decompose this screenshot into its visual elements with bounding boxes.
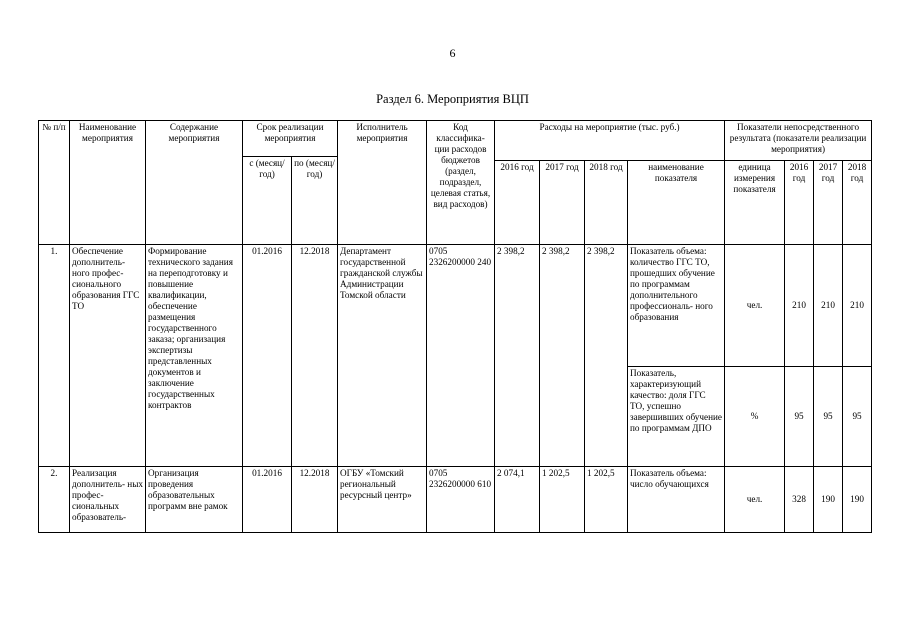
section-title: Раздел 6. Мероприятия ВЦП	[376, 92, 529, 106]
indicator-value-2016: 328	[785, 467, 814, 533]
table-row	[39, 245, 872, 367]
header-period-to: по (месяц/ год)	[292, 157, 338, 245]
header-ind-year-2016: 2016 год	[785, 161, 814, 245]
row-expense-2016: 2 074,1	[495, 467, 540, 533]
row-executor: ОГБУ «Томский региональный ресурсный центр»	[338, 467, 427, 533]
header-code: Код классифика- ции расходов бюджетов (раздел, подраздел, целевая статья, вид расходов)	[427, 121, 495, 245]
indicator-value-2018: 95	[843, 367, 872, 467]
indicator-value-2016: 210	[785, 245, 814, 367]
indicator-name: Показатель объема: количество ГГС ТО, прошедших обучение по программам дополнительного профессиональ- ного образования	[628, 245, 725, 367]
header-name: Наименование мероприятия	[70, 121, 146, 245]
indicator-name: Показатель объема: число обучающихся	[628, 467, 725, 533]
row-num: 1.	[39, 245, 70, 467]
table-row	[39, 467, 872, 533]
header-year-2016: 2016 год	[495, 161, 540, 245]
indicator-value-2017: 190	[814, 467, 843, 533]
header-content: Содержание мероприятия	[146, 121, 243, 245]
row-from: 01.2016	[243, 467, 292, 533]
row-expense-2018: 2 398,2	[585, 245, 628, 467]
header-period-from: с (месяц/ год)	[243, 157, 292, 245]
header-year-2017: 2017 год	[540, 161, 585, 245]
indicator-value-2017: 210	[814, 245, 843, 367]
header-expenses: Расходы на мероприятие (тыс. руб.)	[495, 121, 725, 161]
header-indicators: Показатели непосредственного результата (показатели реализации мероприятия)	[725, 121, 872, 161]
row-code: 0705 2326200000 240	[427, 245, 495, 467]
indicator-name: Показатель, характеризующий качество: доля ГГС ТО, успешно завершивших обучение по программам ДПО	[628, 367, 725, 467]
row-from: 01.2016	[243, 245, 292, 467]
header-executor: Исполнитель мероприятия	[338, 121, 427, 245]
row-num: 2.	[39, 467, 70, 533]
header-ind-name: наименование показателя	[628, 161, 725, 245]
row-name: Обеспечение дополнитель- ного профес- сионального образования ГГС ТО	[70, 245, 146, 467]
indicator-unit: чел.	[725, 245, 785, 367]
row-name: Реализация дополнитель- ных профес- сиональных образователь-	[70, 467, 146, 533]
row-to: 12.2018	[292, 467, 338, 533]
row-content: Формирование технического задания на переподготовку и повышение квалификации, обеспечение размещения государственного заказа; организация экспертизы представленных документов и заключение государственных контрактов	[146, 245, 243, 467]
indicator-value-2018: 190	[843, 467, 872, 533]
row-to: 12.2018	[292, 245, 338, 467]
row-code: 0705 2326200000 610	[427, 467, 495, 533]
page-number: 6	[449, 46, 456, 60]
indicator-value-2017: 95	[814, 367, 843, 467]
header-ind-year-2017: 2017 год	[814, 161, 843, 245]
header-ind-unit: единица измерения показателя	[725, 161, 785, 245]
row-expense-2016: 2 398,2	[495, 245, 540, 467]
row-content: Организация проведения образовательных программ вне рамок	[146, 467, 243, 533]
indicator-unit: %	[725, 367, 785, 467]
row-expense-2018: 1 202,5	[585, 467, 628, 533]
indicator-unit: чел.	[725, 467, 785, 533]
header-year-2018: 2018 год	[585, 161, 628, 245]
row-expense-2017: 1 202,5	[540, 467, 585, 533]
row-executor: Департамент государственной гражданской службы Администрации Томской области	[338, 245, 427, 467]
header-period: Срок реализации мероприятия	[243, 121, 338, 157]
header-num: № п/п	[39, 121, 70, 245]
header-row-1	[39, 121, 872, 157]
measures-table	[38, 120, 872, 533]
indicator-value-2018: 210	[843, 245, 872, 367]
indicator-value-2016: 95	[785, 367, 814, 467]
header-ind-year-2018: 2018 год	[843, 161, 872, 245]
row-expense-2017: 2 398,2	[540, 245, 585, 467]
